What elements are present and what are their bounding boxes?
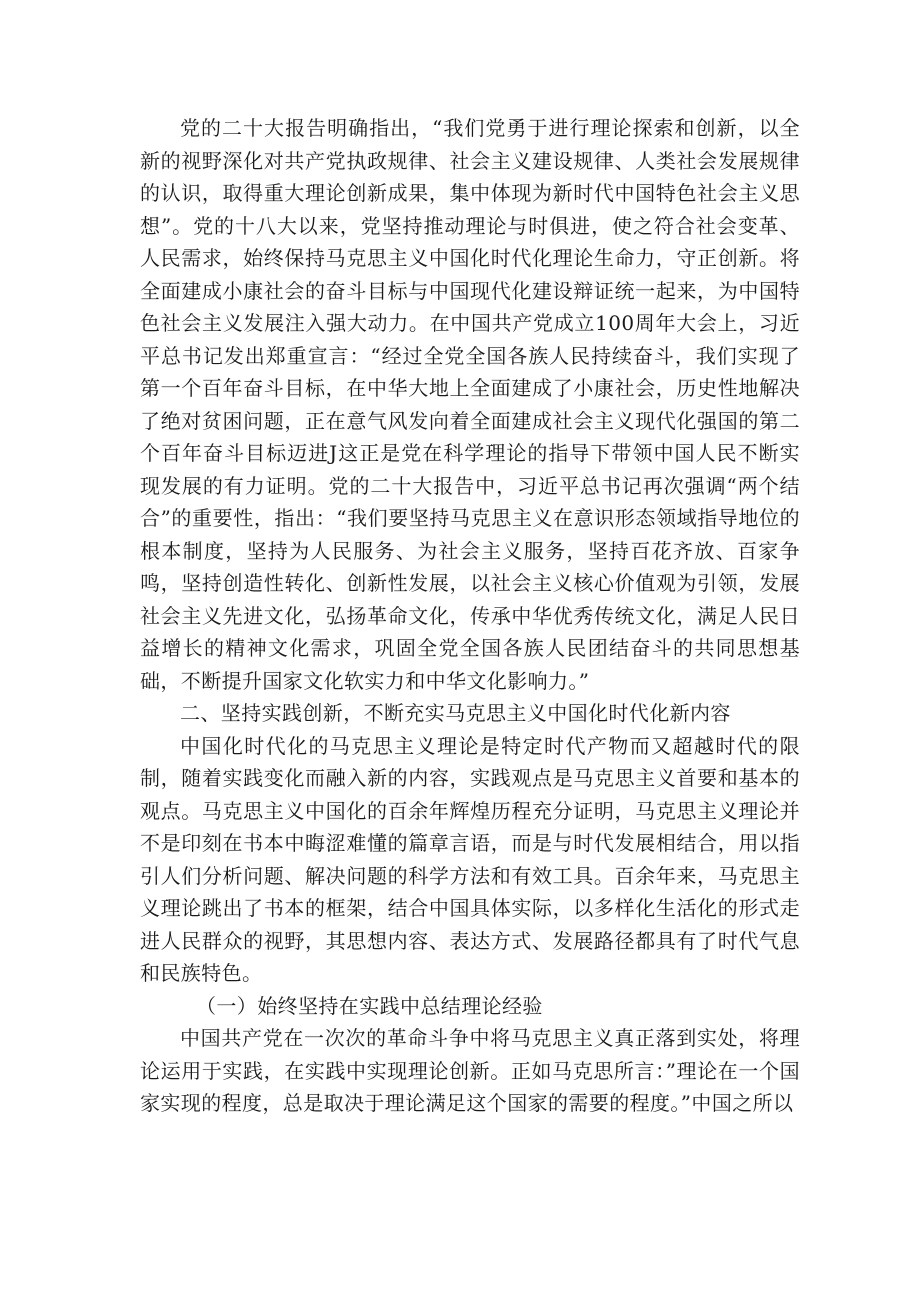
document-body <box>140 112 800 1120</box>
paragraph-3: 中国共产党在一次次的革命斗争中将马克思主义真正落到实处，将理论运用于实践，在实践中实现理论创新。正如马克思所言：”理论在一个国家实现的程度，总是取决于理论满足这个国家的需要的程度。”中国之所以 <box>140 1026 800 1115</box>
paragraph-2: 中国化时代化的马克思主义理论是特定时代产物而又超越时代的限制，随着实践变化而融入新的内容，实践观点是马克思主义首要和基本的观点。马克思主义中国化的百余年辉煌历程充分证明，马克思主义理论并不是印刻在书本中晦涩难懂的篇章言语，而是与时代发展相结合，用以指引人们分析问题、解决问题的科学方法和有效工具。百余年来，马克思主义理论跳出了书本的框架，结合中国具体实际，以多样化生活化的形式走进人民群众的视野，其思想内容、表达方式、发展路径都具有了时代气息和民族特色。 <box>140 733 800 985</box>
section-heading-2: 二、坚持实践创新，不断充实马克思主义中国化时代化新内容 <box>180 701 731 725</box>
paragraph-1: 党的二十大报告明确指出，“我们党勇于进行理论探索和创新，以全新的视野深化对共产党执政规律、社会主义建设规律、人类社会发展规律的认识，取得重大理论创新成果，集中体现为新时代中国特色社会主义思想”。党的十八大以来，党坚持推动理论与时俱进，使之符合社会变革、人民需求，始终保持马克思主义中国化时代化理论生命力，守正创新。将全面建成小康社会的奋斗目标与中国现代化建设辩证统一起来，为中国特色社会主义发展注入强大动力。在中国共产党成立100周年大会上，习近平总书记发出郑重宣言：“经过全党全国各族人民持续奋斗，我们实现了第一个百年奋斗目标，在中华大地上全面建成了小康社会，历史性地解决了绝对贫困问题，正在意气风发向着全面建成社会主义现代化强国的第二个百年奋斗目标迈进J这正是党在科学理论的指导下带领中国人民不断实现发展的有力证明。党的二十大报告中，习近平总书记再次强调“两个结合”的重要性，指出：“我们要坚持马克思主义在意识形态领域指导地位的根本制度，坚持为人民服务、为社会主义服务，坚持百花齐放、百家争鸣，坚持创造性转化、创新性发展，以社会主义核心价值观为引领，发展社会主义先进文化，弘扬革命文化，传承中华优秀传统文化，满足人民日益增长的精神文化需求，巩固全党全国各族人民团结奋斗的共同思想基础，不断提升国家文化软实力和中华文化影响力。” <box>140 116 800 693</box>
subheading-1: （一）始终坚持在实践中总结理论经验 <box>196 993 543 1018</box>
